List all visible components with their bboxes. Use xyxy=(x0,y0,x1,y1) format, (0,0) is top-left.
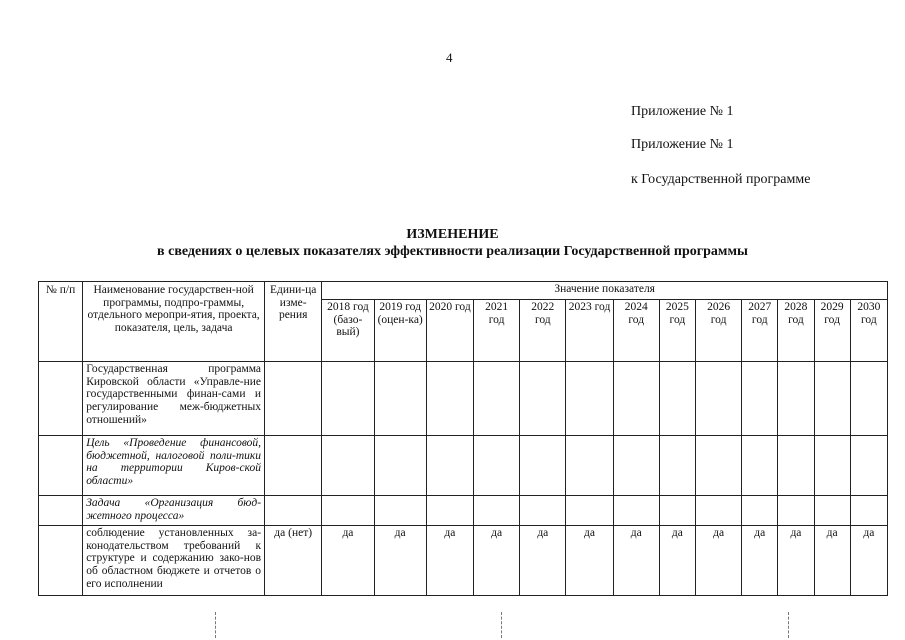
row-num xyxy=(39,436,83,496)
row-value xyxy=(695,496,741,526)
header-year: 2021 год xyxy=(474,300,520,362)
row-value xyxy=(850,496,887,526)
row-value xyxy=(814,362,850,436)
header-year: 2025 год xyxy=(659,300,695,362)
row-value xyxy=(850,362,887,436)
row-value xyxy=(566,436,613,496)
row-unit xyxy=(265,362,322,436)
header-year: 2022 год xyxy=(520,300,566,362)
document-subtitle: в сведениях о целевых показателях эффективности реализации Государственной программы xyxy=(157,244,748,259)
row-value: да xyxy=(695,526,741,596)
scan-mark-center xyxy=(501,612,503,638)
row-value xyxy=(742,362,778,436)
row-value xyxy=(520,496,566,526)
table-row xyxy=(39,362,888,436)
row-value: да xyxy=(374,526,426,596)
row-value: да xyxy=(778,526,814,596)
row-value: да xyxy=(426,526,473,596)
table-row xyxy=(39,496,888,526)
row-value xyxy=(778,496,814,526)
row-num xyxy=(39,362,83,436)
row-value xyxy=(850,436,887,496)
row-value xyxy=(322,436,374,496)
header-year: 2027 год xyxy=(742,300,778,362)
row-unit: да (нет) xyxy=(265,526,322,596)
annex-line-2: Приложение № 1 xyxy=(631,137,734,152)
row-value xyxy=(322,362,374,436)
row-value: да xyxy=(474,526,520,596)
header-num: № п/п xyxy=(39,282,83,362)
row-num xyxy=(39,496,83,526)
row-value xyxy=(474,436,520,496)
row-value xyxy=(474,496,520,526)
row-value xyxy=(520,436,566,496)
row-value: да xyxy=(850,526,887,596)
row-value xyxy=(520,362,566,436)
row-value xyxy=(374,496,426,526)
row-value: да xyxy=(742,526,778,596)
row-value xyxy=(742,436,778,496)
row-value xyxy=(695,362,741,436)
row-value xyxy=(566,362,613,436)
row-value xyxy=(322,496,374,526)
row-value xyxy=(742,496,778,526)
header-year: 2018 год (базо-вый) xyxy=(322,300,374,362)
row-value xyxy=(613,362,659,436)
row-value: да xyxy=(520,526,566,596)
scan-mark-right xyxy=(788,612,790,638)
header-values: Значение показателя xyxy=(322,282,888,300)
header-unit: Едини-ца изме-рения xyxy=(265,282,322,362)
row-value: да xyxy=(566,526,613,596)
annex-line-3: к Государственной программе xyxy=(631,172,811,187)
row-value xyxy=(426,436,473,496)
header-year: 2023 год xyxy=(566,300,613,362)
row-value xyxy=(659,496,695,526)
page-number: 4 xyxy=(446,50,453,65)
row-value xyxy=(814,496,850,526)
header-year: 2030 год xyxy=(850,300,887,362)
header-year: 2029 год xyxy=(814,300,850,362)
table-row xyxy=(39,436,888,496)
row-value xyxy=(659,362,695,436)
row-value xyxy=(426,362,473,436)
indicators-table xyxy=(38,281,888,596)
row-value xyxy=(814,436,850,496)
row-value xyxy=(426,496,473,526)
row-name: Задача «Организация бюд-жетного процесса» xyxy=(83,496,265,526)
row-value: да xyxy=(814,526,850,596)
header-year: 2019 год (оцен-ка) xyxy=(374,300,426,362)
annex-line-1: Приложение № 1 xyxy=(631,104,734,119)
header-year: 2028 год xyxy=(778,300,814,362)
row-value xyxy=(778,362,814,436)
row-name: соблюдение установленных за-конодательством требований к структуре и содержанию зако-нов об областном бюджете и отчетов о его исполнении xyxy=(83,526,265,596)
row-name: Государственная программа Кировской области «Управле-ние государственными финан-сами и регулирование меж-бюджетных отношений» xyxy=(83,362,265,436)
row-value xyxy=(566,496,613,526)
row-name: Цель «Проведение финансовой, бюджетной, налоговой поли-тики на территории Киров-ской области» xyxy=(83,436,265,496)
scan-mark-left xyxy=(215,612,217,638)
row-num xyxy=(39,526,83,596)
row-value xyxy=(695,436,741,496)
table-row xyxy=(39,526,888,596)
row-value xyxy=(613,436,659,496)
row-value xyxy=(474,362,520,436)
header-name: Наименование государствен-ной программы, подпро-граммы, отдельного меропри-ятия, проекта, показателя, цель, задача xyxy=(83,282,265,362)
row-value: да xyxy=(659,526,695,596)
row-value xyxy=(659,436,695,496)
row-value xyxy=(374,436,426,496)
header-year: 2024 год xyxy=(613,300,659,362)
row-unit xyxy=(265,436,322,496)
row-value xyxy=(778,436,814,496)
row-value xyxy=(613,496,659,526)
row-value: да xyxy=(322,526,374,596)
row-unit xyxy=(265,496,322,526)
row-value xyxy=(374,362,426,436)
document-title: ИЗМЕНЕНИЕ xyxy=(406,227,499,242)
row-value: да xyxy=(613,526,659,596)
header-year: 2020 год xyxy=(426,300,473,362)
header-year: 2026 год xyxy=(695,300,741,362)
